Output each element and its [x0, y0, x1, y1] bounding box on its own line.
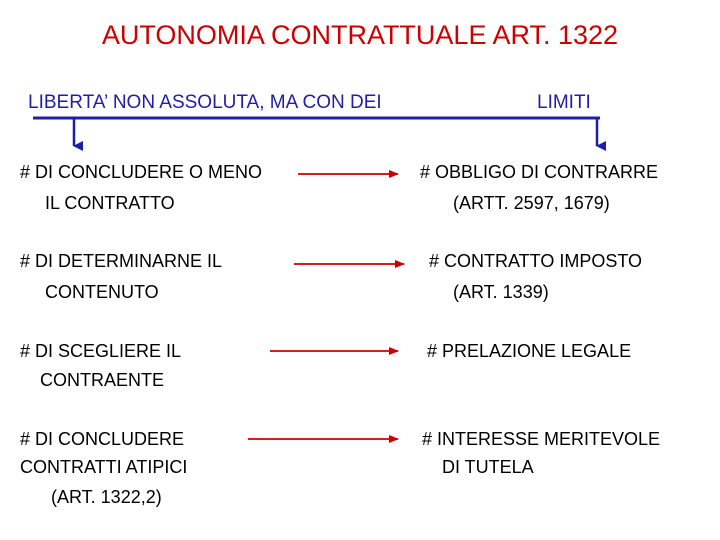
freedom-item-label: CONTRAENTE	[40, 370, 165, 390]
limit-item-label: (ART. 1339)	[453, 282, 549, 302]
limit-item-label: DI TUTELA	[442, 457, 534, 477]
subtitle-left: LIBERTA’ NON ASSOLUTA, MA CON DEI	[28, 92, 382, 113]
libertà-limiti-bracket	[33, 118, 600, 146]
freedom-item-label: IL CONTRATTO	[45, 193, 175, 213]
page-title: AUTONOMIA CONTRATTUALE ART. 1322	[101, 20, 619, 50]
freedom-item-label: CONTRATTI ATIPICI	[20, 457, 188, 477]
limit-item-label: # PRELAZIONE LEGALE	[427, 341, 632, 361]
limit-item-label: # CONTRATTO IMPOSTO	[429, 251, 643, 271]
limit-item-label: (ARTT. 2597, 1679)	[453, 193, 610, 213]
limit-item-label: # OBBLIGO DI CONTRARRE	[420, 162, 659, 182]
limit-item-label: # INTERESSE MERITEVOLE	[422, 429, 661, 449]
freedom-item-label: # DI CONCLUDERE O MENO	[20, 162, 263, 182]
freedom-item-label: CONTENUTO	[45, 282, 159, 302]
freedom-item-label: # DI CONCLUDERE	[20, 429, 185, 449]
freedom-item-label: (ART. 1322,2)	[51, 487, 162, 507]
freedom-item-label: # DI DETERMINARNE IL	[20, 251, 223, 271]
freedom-item-label: # DI SCEGLIERE IL	[20, 341, 182, 361]
subtitle-right: LIMITI	[537, 92, 591, 113]
